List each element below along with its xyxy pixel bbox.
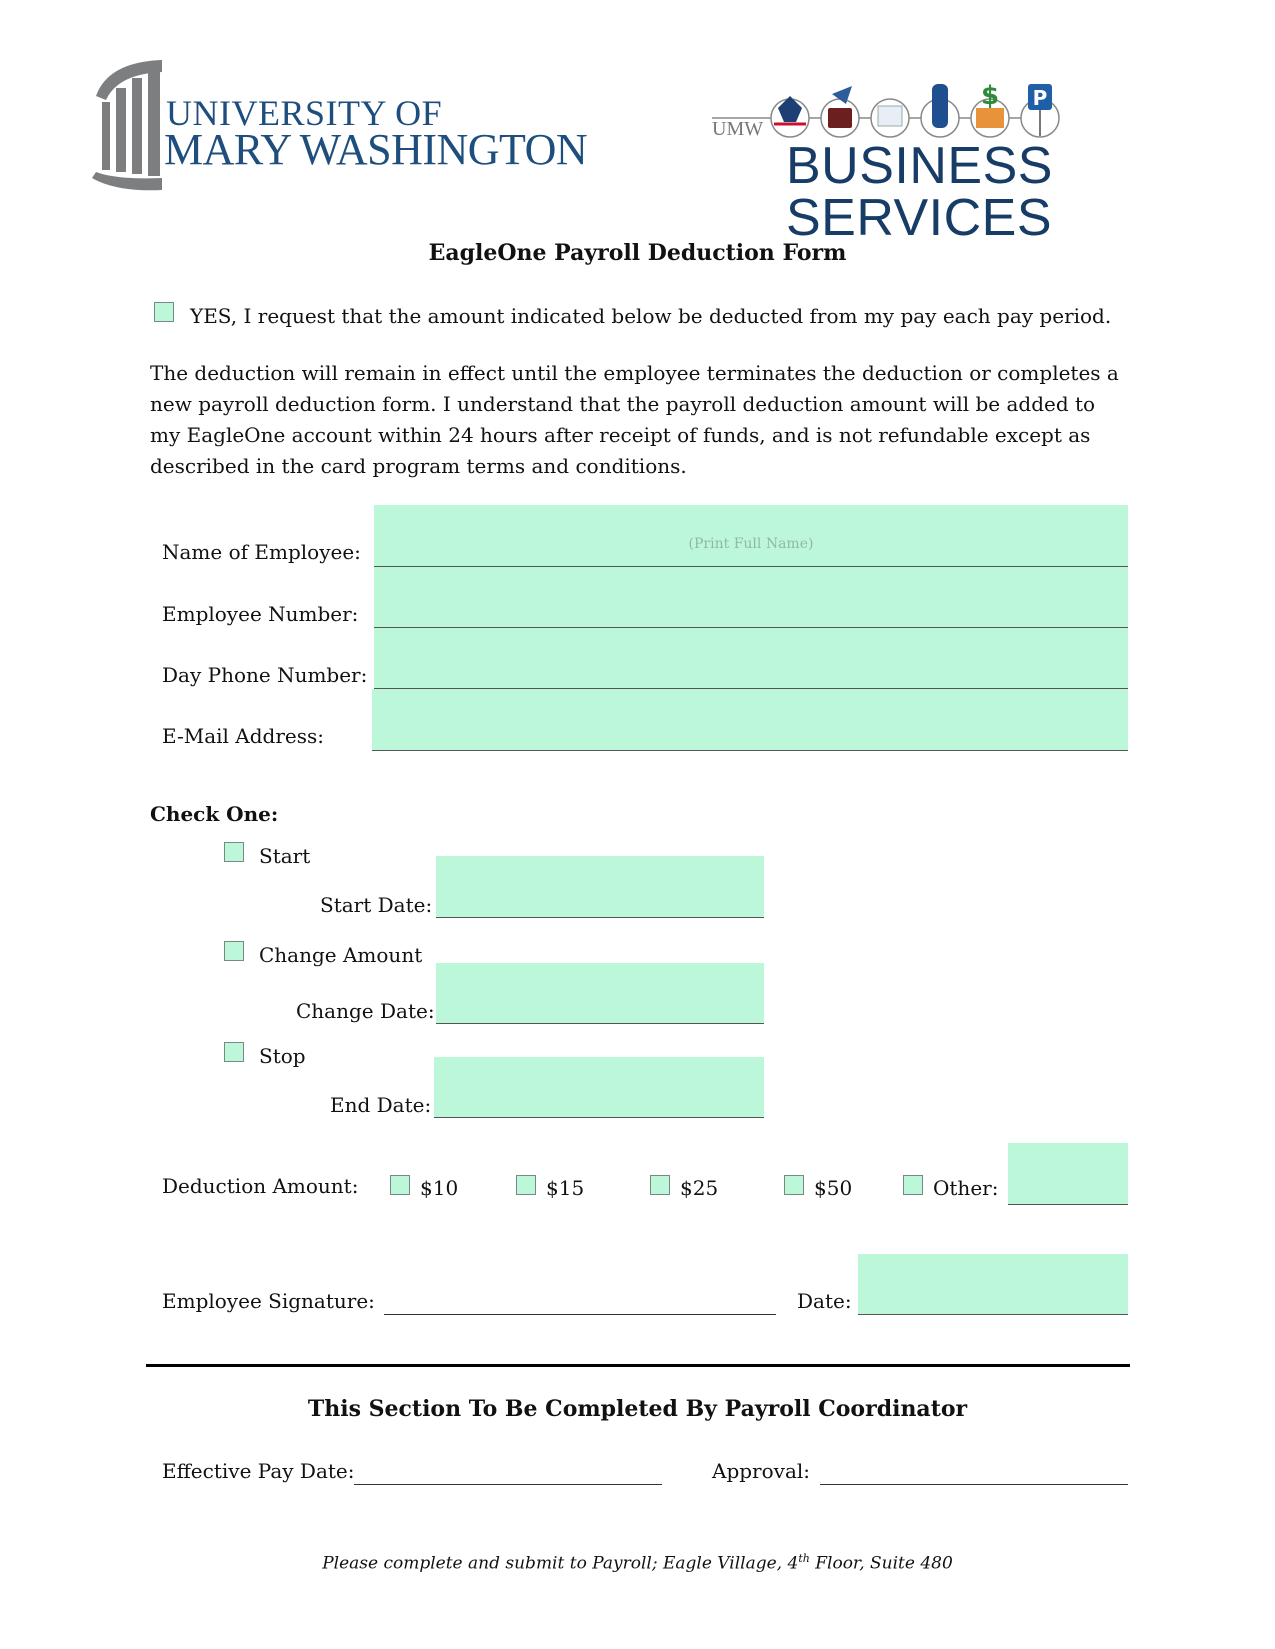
business-services-title: BUSINESS SERVICES: [786, 137, 1053, 247]
svg-text:P: P: [1032, 86, 1048, 110]
mail-icon: [871, 99, 909, 137]
consent-checkbox[interactable]: [154, 302, 174, 322]
change-date-label: Change Date:: [296, 999, 435, 1023]
parking-icon: [1021, 84, 1059, 137]
deduction-amount-label: Deduction Amount:: [162, 1174, 359, 1198]
amount-10-label: $10: [420, 1176, 459, 1200]
approval-label: Approval:: [712, 1459, 811, 1483]
change-amount-checkbox[interactable]: [224, 941, 244, 961]
effective-pay-date-line[interactable]: [354, 1484, 662, 1485]
start-date-field[interactable]: [436, 856, 764, 918]
amount-50-checkbox[interactable]: [784, 1175, 804, 1195]
footer-superscript: th: [798, 1552, 810, 1565]
svg-text:$: $: [980, 81, 1000, 111]
amount-25-checkbox[interactable]: [650, 1175, 670, 1195]
stop-label: Stop: [259, 1044, 306, 1068]
dollar-box-icon: [971, 81, 1009, 137]
form-title: EagleOne Payroll Deduction Form: [428, 240, 847, 266]
footer-text-before: Please complete and submit to Payroll; Eagle Village, 4: [322, 1553, 799, 1574]
employee-number-input[interactable]: [374, 567, 1128, 627]
submission-instructions: [0, 1552, 1275, 1574]
section-divider: [146, 1364, 1130, 1367]
book-icon: [821, 86, 859, 137]
umw-logo-line1: UNIVERSITY OF: [166, 93, 443, 133]
coordinator-heading: This Section To Be Completed By Payroll Coordinator: [307, 1396, 968, 1422]
other-amount-field[interactable]: [1008, 1143, 1128, 1205]
stop-checkbox[interactable]: [224, 1042, 244, 1062]
business-services-icon-strip: [706, 74, 1066, 140]
mailbox-icon: [921, 84, 959, 137]
signature-date-input[interactable]: [858, 1254, 1128, 1314]
change-date-input[interactable]: [436, 963, 764, 1023]
end-date-input[interactable]: [434, 1057, 764, 1117]
other-label: Other:: [933, 1176, 999, 1200]
amount-10-checkbox[interactable]: [390, 1175, 410, 1195]
terms-paragraph: The deduction will remain in effect until the employee terminates the deduction or completes a new payroll deduction form. I understand that the payroll deduction amount will be added to my EagleOne account within 24 hours after receipt of funds, and is not refundable except as described in the card program terms and conditions.: [150, 361, 1119, 478]
phone-field[interactable]: [374, 628, 1128, 689]
signature-line[interactable]: [384, 1314, 776, 1315]
start-date-label: Start Date:: [320, 893, 433, 917]
start-checkbox[interactable]: [224, 842, 244, 862]
approval-line[interactable]: [820, 1484, 1128, 1485]
amount-15-label: $15: [546, 1176, 585, 1200]
bs-umw-prefix: UMW: [712, 118, 764, 140]
consent-text: YES, I request that the amount indicated below be deducted from my pay each pay period.: [190, 304, 1112, 328]
eagle-icon: [771, 96, 809, 137]
employee-name-input[interactable]: [374, 505, 1128, 566]
employee-name-field[interactable]: [374, 505, 1128, 567]
signature-date-field[interactable]: [858, 1254, 1128, 1315]
date-label: Date:: [797, 1289, 852, 1313]
email-field[interactable]: [372, 689, 1128, 751]
email-label: E-Mail Address:: [162, 724, 324, 748]
end-date-field[interactable]: [434, 1057, 764, 1118]
change-date-field[interactable]: [436, 963, 764, 1024]
amount-other-checkbox[interactable]: [903, 1175, 923, 1195]
other-amount-input[interactable]: [1008, 1143, 1128, 1204]
umw-logo-line2: MARY WASHINGTON: [164, 125, 588, 174]
check-one-heading: Check One:: [150, 802, 279, 826]
amount-15-checkbox[interactable]: [516, 1175, 536, 1195]
end-date-label: End Date:: [330, 1093, 432, 1117]
effective-pay-date-label: Effective Pay Date:: [162, 1459, 355, 1483]
signature-label: Employee Signature:: [162, 1289, 375, 1313]
footer-text-after: Floor, Suite 480: [809, 1553, 953, 1574]
amount-25-label: $25: [680, 1176, 719, 1200]
employee-number-field[interactable]: [374, 567, 1128, 628]
print-full-name-hint: (Print Full Name): [688, 536, 814, 552]
start-date-input[interactable]: [436, 856, 764, 917]
change-amount-label: Change Amount: [259, 943, 423, 967]
name-label: Name of Employee:: [162, 540, 361, 564]
phone-input[interactable]: [374, 628, 1128, 688]
amount-50-label: $50: [814, 1176, 853, 1200]
umw-columns-logo: [88, 58, 168, 194]
phone-label: Day Phone Number:: [162, 663, 368, 687]
employee-number-label: Employee Number:: [162, 602, 359, 626]
email-input[interactable]: [372, 689, 1128, 750]
start-label: Start: [259, 844, 311, 868]
